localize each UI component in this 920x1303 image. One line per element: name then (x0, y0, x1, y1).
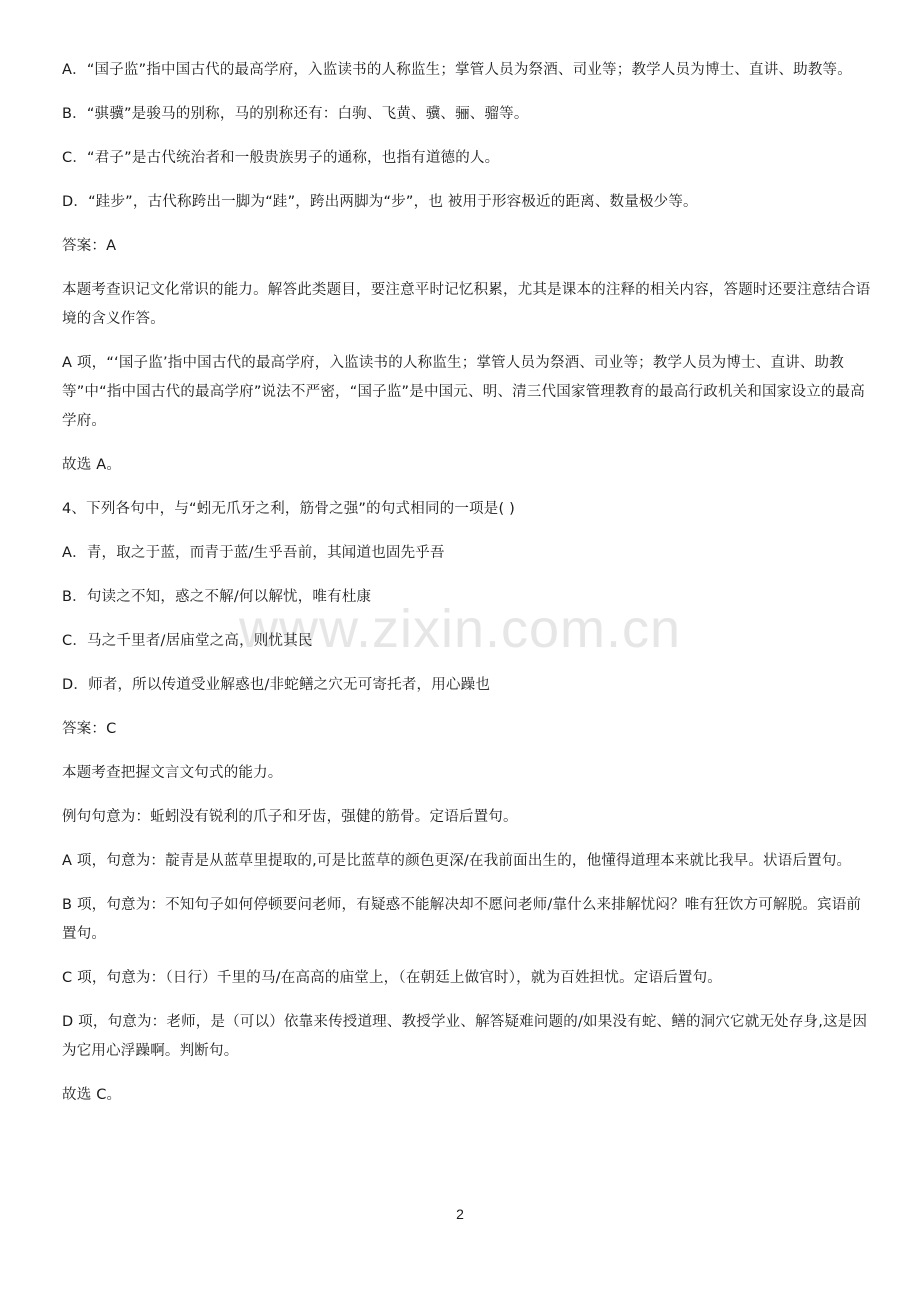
conclusion-line: 故选 A。 (62, 457, 122, 473)
explanation-paragraph: 例句句意为：蚯蚓没有锐利的爪子和牙齿，强健的筋骨。定语后置句。 (62, 809, 518, 825)
explanation-paragraph: B 项，句意为：不知句子如何停顿要问老师，有疑惑不能解决却不愿问老师/靠什么来排解忧闷？唯有狂饮方可解脱。宾语前置句。 (62, 897, 862, 942)
option-a-text: A．青，取之于蓝，而青于蓝/生乎吾前，其闻道也固先乎吾 (62, 545, 445, 561)
option-a-text: A．“国子监”指中国古代的最高学府，入监读书的人称监生；掌管人员为祭酒、司业等；教学人员为博士、直讲、助教等。 (62, 62, 852, 78)
option-b-text: B．“骐骥”是骏马的别称，马的别称还有：白驹、飞黄、骥、骊、骝等。 (62, 106, 529, 122)
option-d-text: D．师者，所以传道受业解惑也/非蛇鳝之穴无可寄托者，用心躁也 (62, 677, 491, 693)
conclusion-line: 故选 C。 (62, 1087, 122, 1103)
explanation-paragraph: D 项，句意为：老师，是（可以）依靠来传授道理、教授学业、解答疑难问题的/如果没有蛇、鳝的洞穴它就无处存身,这是因为它用心浮躁啊。判断句。 (62, 1014, 868, 1059)
explanation-paragraph: A 项，“‘国子监’指中国古代的最高学府，入监读书的人称监生；掌管人员为祭酒、司业等；教学人员为博士、直讲、助教等”中“指中国古代的最高学府”说法不严密，“国子监”是中国元、明、清三代国家管理教育的最高行政机关和国家设立的最高学府。 (62, 355, 865, 429)
option-d-text: D．“跬步”，古代称跨出一脚为“跬”，跨出两脚为“步”，也 被用于形容极近的距离、数量极少等。 (62, 194, 698, 210)
option-c-text: C．“君子”是古代统治者和一般贵族男子的通称，也指有道德的人。 (62, 150, 500, 166)
explanation-paragraph: C 项，句意为：（日行）千里的马/在高高的庙堂上，（在朝廷上做官时），就为百姓担忧。定语后置句。 (62, 970, 722, 986)
option-c-text: C．马之千里者/居庙堂之高，则忧其民 (62, 633, 313, 649)
document-page (62, 56, 872, 1125)
explanation-paragraph: 本题考查识记文化常识的能力。解答此类题目，要注意平时记忆积累，尤其是课本的注释的相关内容，答题时还要注意结合语境的含义作答。 (62, 282, 871, 327)
explanation-paragraph: A 项，句意为：靛青是从蓝草里提取的,可是比蓝草的颜色更深/在我前面出生的，他懂得道理本来就比我早。状语后置句。 (62, 853, 852, 869)
question-stem: 4、下列各句中，与“蚓无爪牙之利，筋骨之强”的句式相同的一项是( ) (62, 501, 515, 517)
answer-line: 答案：C (62, 721, 117, 737)
explanation-paragraph: 本题考查把握文言文句式的能力。 (62, 765, 283, 781)
answer-line: 答案：A (62, 238, 117, 254)
option-b-text: B．句读之不知，惑之不解/何以解忧，唯有杜康 (62, 589, 372, 605)
page-number: 2 (456, 1206, 464, 1222)
watermark: www.zixin.com.cn (238, 599, 682, 659)
document-body (62, 56, 872, 1110)
